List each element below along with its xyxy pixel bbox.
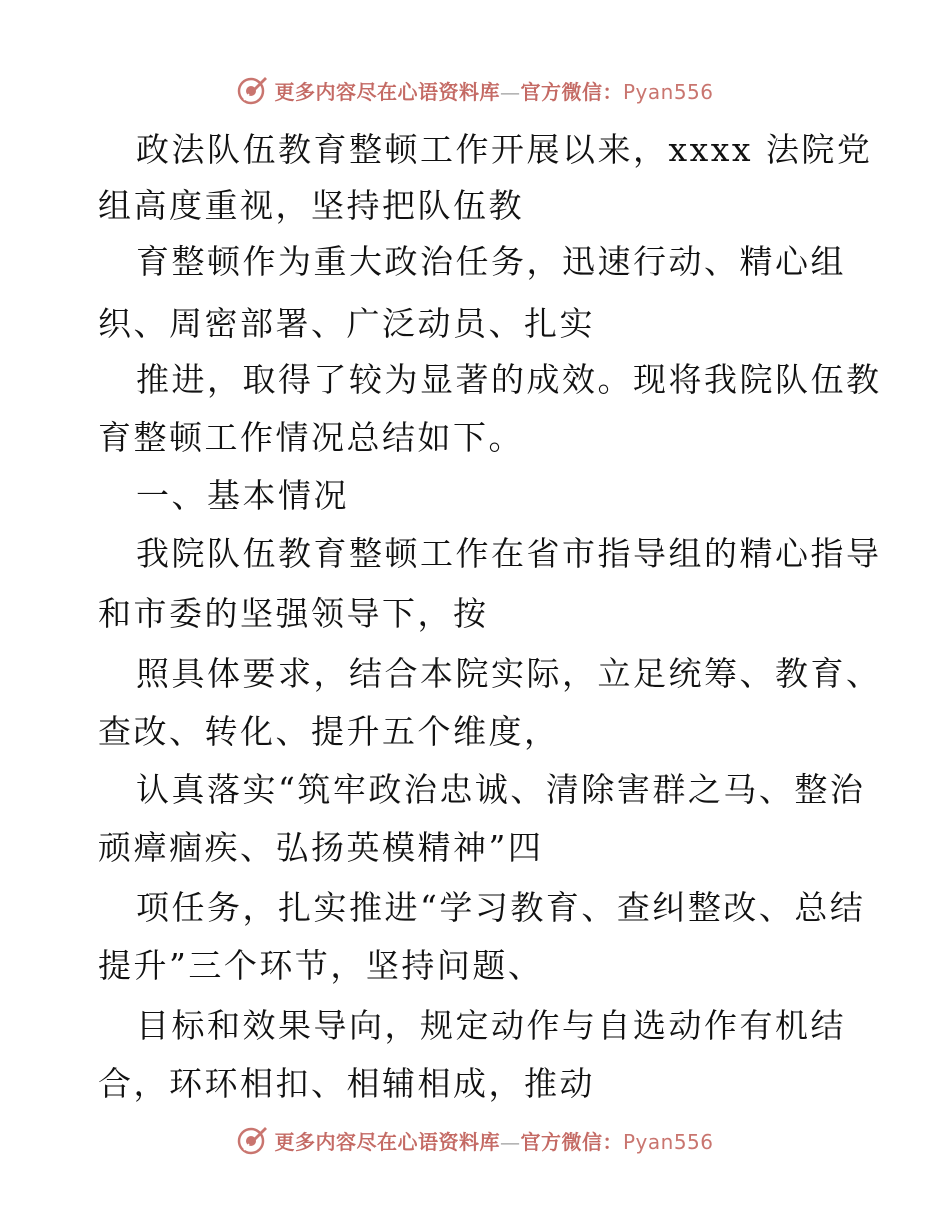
watermark-official: 官方微信： <box>520 79 623 104</box>
text-line: 组高度重视，坚持把队伍教 <box>98 186 524 225</box>
watermark-site: 更多内容尽在心语资料库 <box>274 1129 500 1154</box>
text-line: 育整顿工作情况总结如下。 <box>98 418 524 457</box>
section-heading: 一、基本情况 <box>136 476 349 515</box>
text-line: 目标和效果导向，规定动作与自选动作有机结 <box>136 1006 846 1045</box>
text-line: 提升”三个环节，坚持问题、 <box>98 946 544 985</box>
watermark-official: 官方微信： <box>520 1129 623 1154</box>
text-line: 顽瘴痼疾、弘扬英模精神”四 <box>98 828 544 867</box>
text-line: 照具体要求，结合本院实际，立足统筹、教育、 <box>136 654 882 693</box>
text-line: 查改、转化、提升五个维度， <box>98 712 560 751</box>
watermark-wechat-id: Pyan556 <box>622 1129 714 1154</box>
text-line: 织、周密部署、广泛动员、扎实 <box>98 304 595 343</box>
watermark-dash: — <box>499 79 521 104</box>
text-line: 推进，取得了较为显著的成效。现将我院队伍教 <box>136 360 882 399</box>
text-line: 我院队伍教育整顿工作在省市指导组的精心指导 <box>136 534 882 573</box>
watermark-wechat-id: Pyan556 <box>622 79 714 104</box>
watermark-site: 更多内容尽在心语资料库 <box>274 79 500 104</box>
text-line: 和市委的坚强领导下，按 <box>98 594 489 633</box>
text-line: 认真落实“筑牢政治忠诚、清除害群之马、整治 <box>136 770 866 809</box>
quill-logo-icon <box>236 1124 268 1156</box>
quill-logo-icon <box>236 74 268 106</box>
watermark-text <box>274 1126 713 1155</box>
text-line: 项任务，扎实推进“学习教育、查纠整改、总结 <box>136 888 866 927</box>
watermark-dash: — <box>499 1129 521 1154</box>
text-line: 政法队伍教育整顿工作开展以来，xxxx 法院党 <box>136 130 873 169</box>
header-watermark <box>0 70 950 110</box>
watermark-text <box>274 76 713 105</box>
footer-watermark <box>0 1120 950 1160</box>
text-line: 育整顿作为重大政治任务，迅速行动、精心组 <box>136 242 846 281</box>
text-line: 合，环环相扣、相辅相成，推动 <box>98 1064 595 1103</box>
